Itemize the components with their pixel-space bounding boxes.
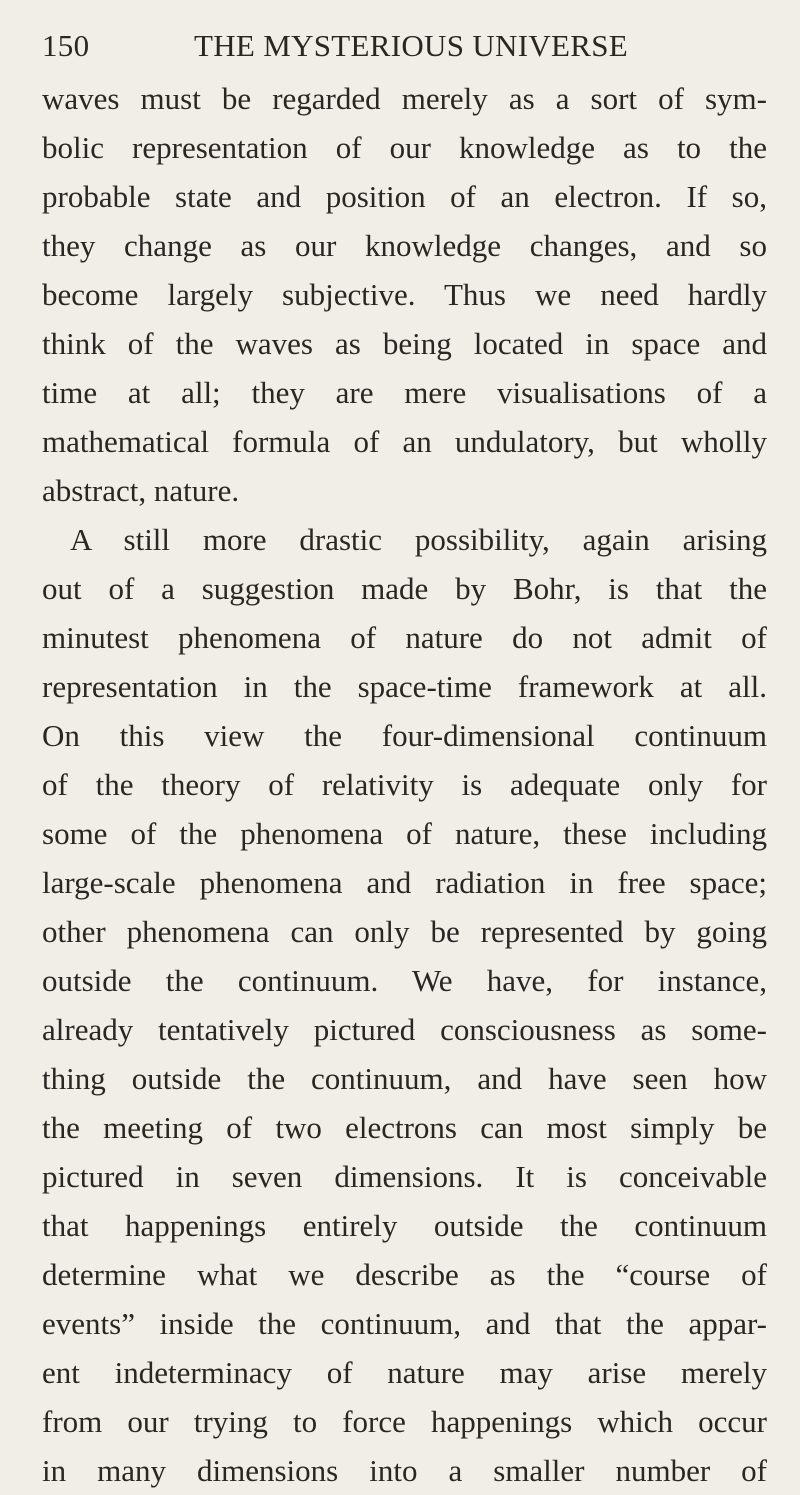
page-number: 150 bbox=[42, 28, 90, 63]
text-line: time at all; they are mere visualisations of a bbox=[42, 375, 767, 410]
text-line: in many dimensions into a smaller number of bbox=[42, 1453, 767, 1488]
text-line: some of the phenomena of nature, these including bbox=[42, 816, 767, 851]
text-line: events” inside the continuum, and that the appar- bbox=[42, 1306, 767, 1341]
text-line: think of the waves as being located in space and bbox=[42, 326, 767, 361]
text-line: mathematical formula of an undulatory, but wholly bbox=[42, 424, 767, 459]
text-line: minutest phenomena of nature do not admit of bbox=[42, 620, 767, 655]
text-line: from our trying to force happenings which occur bbox=[42, 1404, 767, 1439]
text-line: probable state and position of an electron. If so, bbox=[42, 179, 767, 214]
text-line: already tentatively pictured consciousness as some- bbox=[42, 1012, 767, 1047]
paragraph-start-line: A still more drastic possibility, again arising bbox=[70, 522, 767, 557]
text-line: bolic representation of our knowledge as to the bbox=[42, 130, 767, 165]
text-line: representation in the space-time framework at all. bbox=[42, 669, 767, 704]
text-line: that happenings entirely outside the continuum bbox=[42, 1208, 767, 1243]
text-line: outside the continuum. We have, for instance, bbox=[42, 963, 767, 998]
text-line: of the theory of relativity is adequate only for bbox=[42, 767, 767, 802]
running-title: THE MYSTERIOUS UNIVERSE bbox=[194, 28, 629, 63]
text-line: thing outside the continuum, and have seen how bbox=[42, 1061, 767, 1096]
running-head bbox=[42, 26, 767, 70]
text-line: become largely subjective. Thus we need hardly bbox=[42, 277, 767, 312]
text-line: determine what we describe as the “course of bbox=[42, 1257, 767, 1292]
text-line: pictured in seven dimensions. It is conceivable bbox=[42, 1159, 767, 1194]
text-line: ent indeterminacy of nature may arise merely bbox=[42, 1355, 767, 1390]
text-line: the meeting of two electrons can most simply be bbox=[42, 1110, 767, 1145]
text-line: out of a suggestion made by Bohr, is that the bbox=[42, 571, 767, 606]
text-line: large-scale phenomena and radiation in free space; bbox=[42, 865, 767, 900]
body-text bbox=[42, 74, 767, 1495]
paragraph-end-line: abstract, nature. bbox=[42, 473, 240, 508]
text-line: On this view the four-dimensional continuum bbox=[42, 718, 767, 753]
text-line: waves must be regarded merely as a sort of sym- bbox=[42, 81, 767, 116]
text-line: other phenomena can only be represented by going bbox=[42, 914, 767, 949]
text-line: they change as our knowledge changes, and so bbox=[42, 228, 767, 263]
